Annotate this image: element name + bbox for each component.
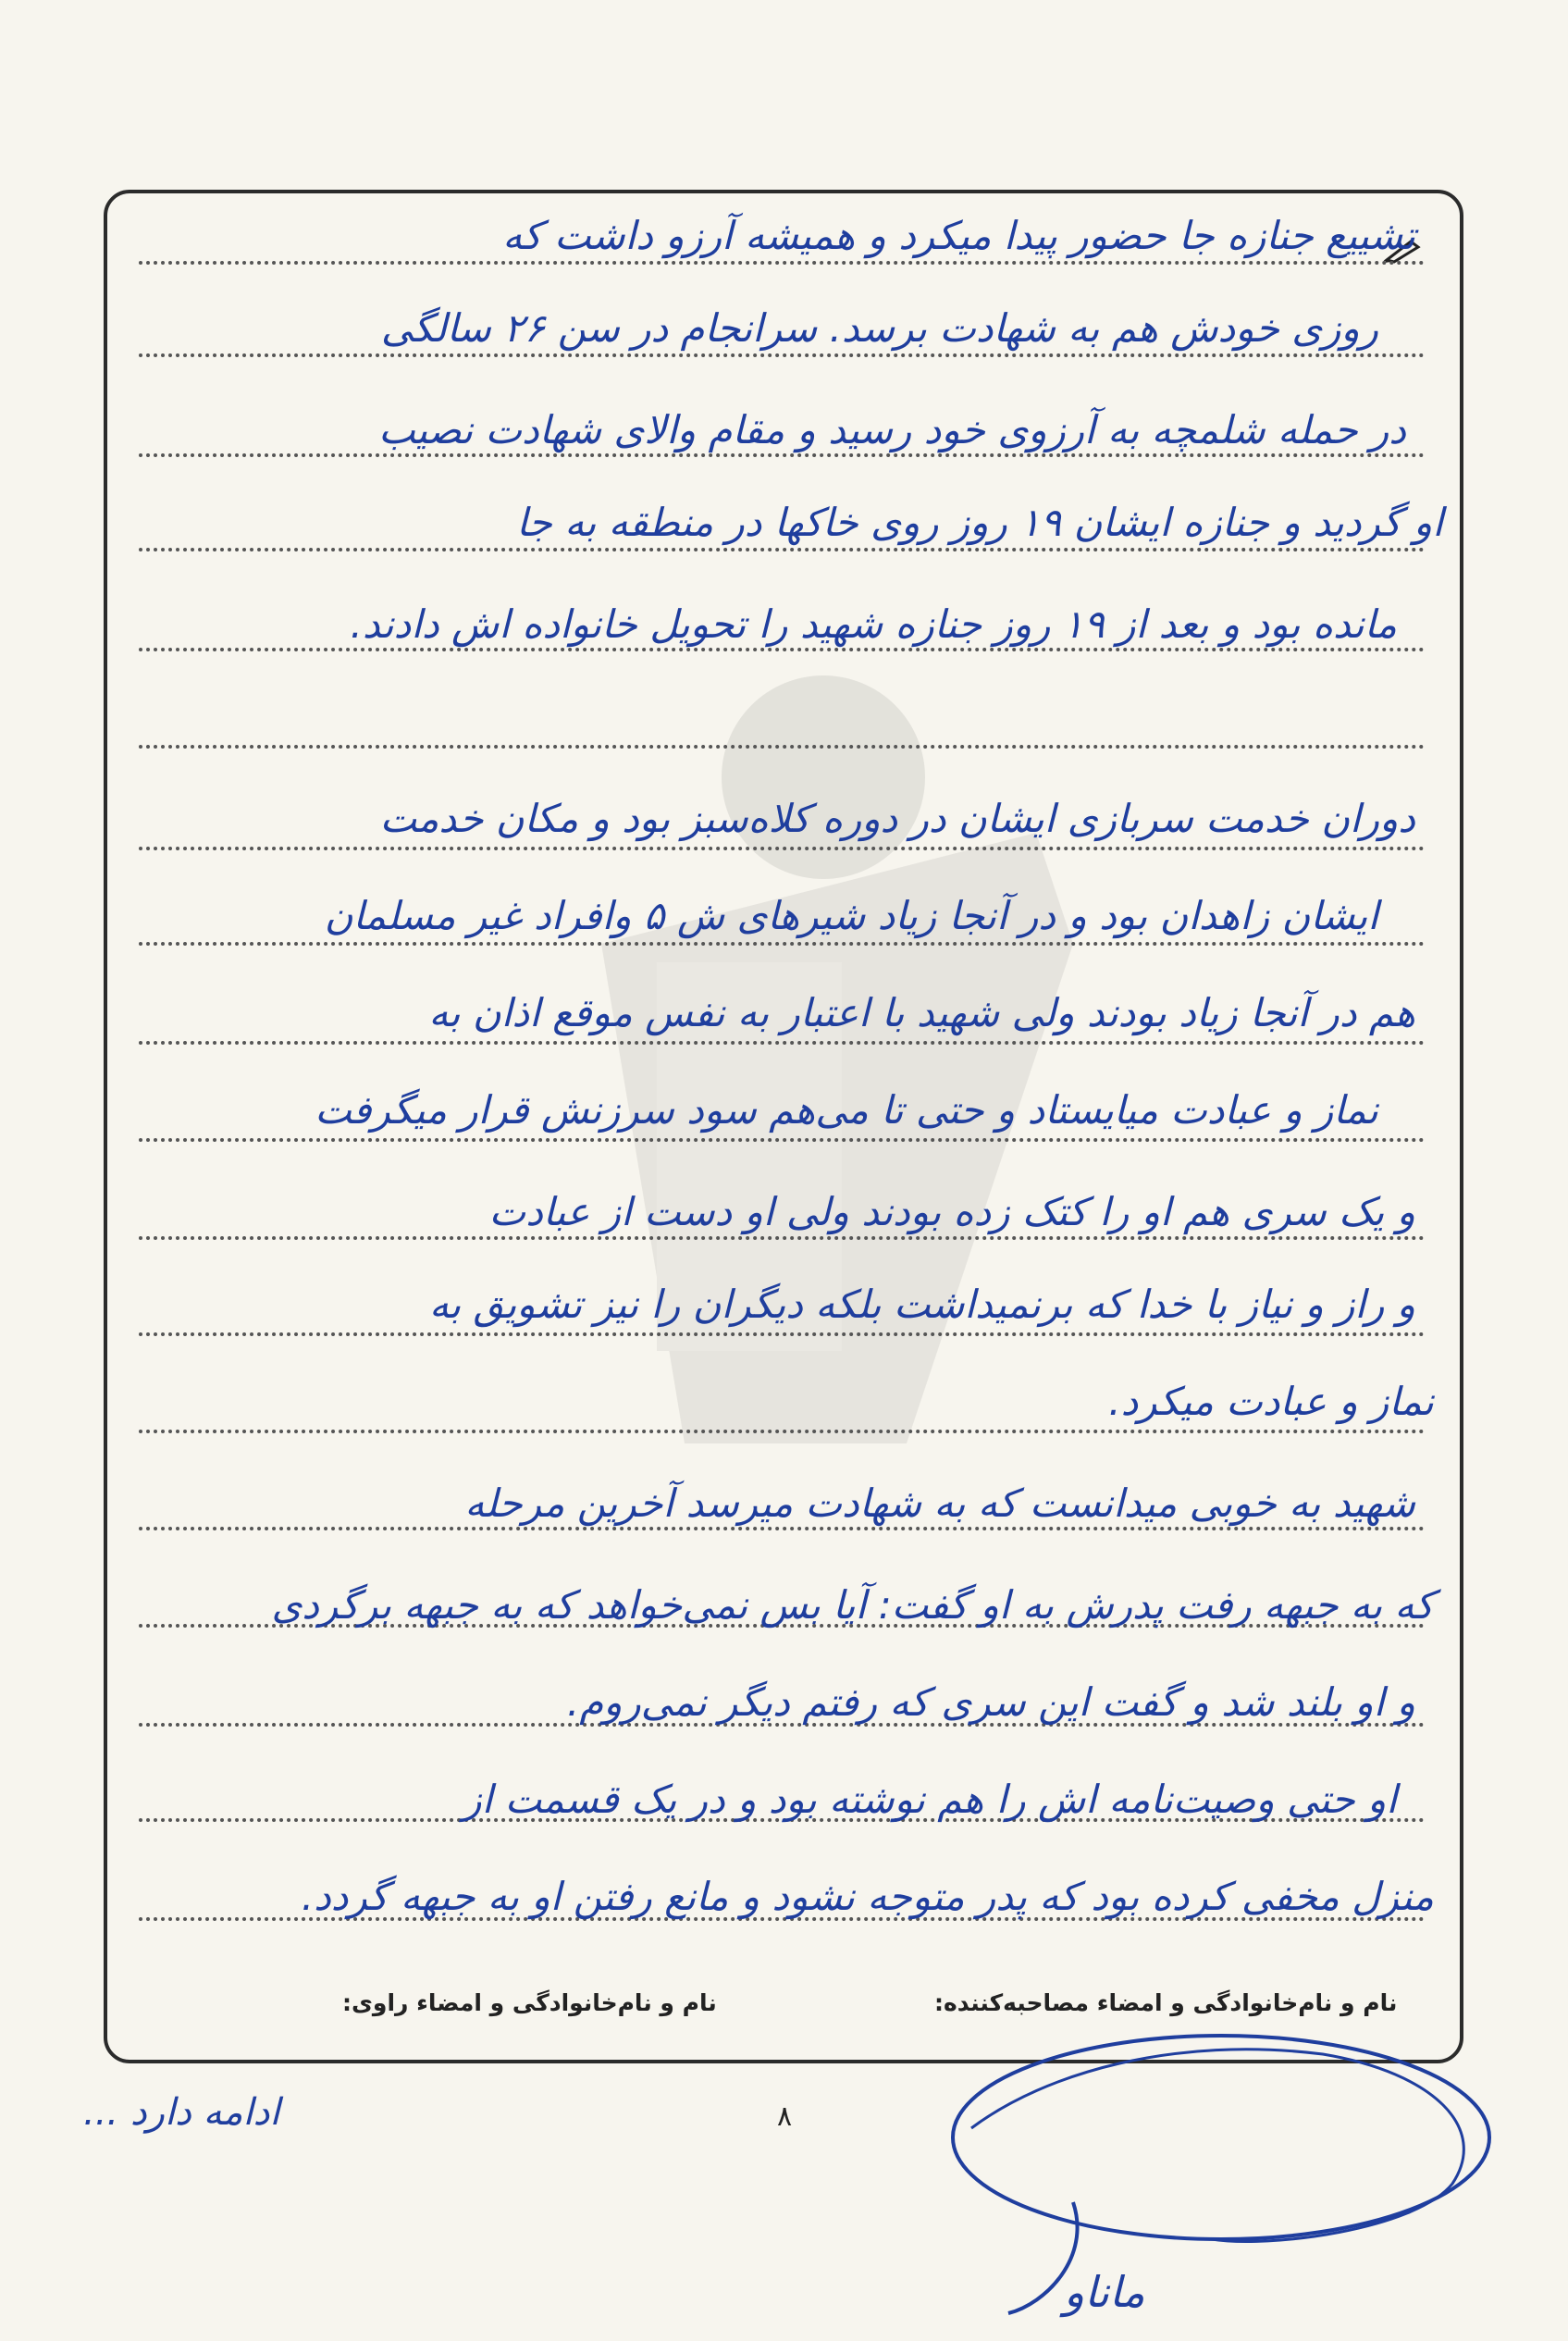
handwritten-line: و راز و نیاز با خدا که برنمیداشت بلکه دیگران را نیز تشویق به xyxy=(429,1282,1415,1327)
ruled-line xyxy=(139,942,1425,946)
handwritten-line: نماز و عبادت میایستاد و حتی تا می‌هم سود سرزنش قرار میگرفت xyxy=(315,1087,1378,1133)
interviewer-signature-label: نام و نام‌خانوادگی و امضاء مصاحبه‌کننده: xyxy=(934,1989,1398,2016)
handwritten-line: مانده بود و بعد از ۱۹ روز جنازه شهید را تحویل خانواده اش دادند. xyxy=(350,601,1397,647)
narrator-signature-label: نام و نام‌خانوادگی و امضاء راوی: xyxy=(342,1989,717,2016)
handwritten-line: شهید به خوبی میدانست که به شهادت میرسد آخرین مرحله xyxy=(464,1480,1415,1526)
signature-text: ماناو xyxy=(1064,2267,1145,2317)
ruled-line xyxy=(139,1138,1425,1142)
ruled-line xyxy=(139,1236,1425,1240)
handwritten-line: روزی خودش هم به شهادت برسد. سرانجام در سن ۲۶ سالگی xyxy=(380,305,1378,351)
ruled-line xyxy=(139,1041,1425,1045)
ruled-line xyxy=(139,353,1425,357)
handwritten-line: و یک سری هم او را کتک زده بودند ولی او دست از عبادت xyxy=(488,1189,1415,1234)
page-number: ۸ xyxy=(776,2100,793,2133)
signature-scribble xyxy=(934,2017,1508,2332)
handwritten-line: و او بلند شد و گفت این سری که رفتم دیگر نمی‌روم. xyxy=(566,1679,1415,1725)
handwritten-line: منزل مخفی کرده بود که پدر متوجه نشود و مانع رفتن او به جبهه گردد. xyxy=(301,1874,1434,1919)
ruled-line xyxy=(139,1332,1425,1336)
handwritten-line: نماز و عبادت میکرد. xyxy=(1108,1379,1434,1424)
continued-note: ادامه دارد ... xyxy=(83,2091,280,2134)
ruled-line xyxy=(139,648,1425,651)
ruled-line xyxy=(139,548,1425,551)
handwritten-line: در حمله شلمچه به آرزوی خود رسید و مقام والای شهادت نصیب xyxy=(378,407,1406,452)
handwritten-line: دوران خدمت سربازی ایشان در دوره کلاه‌سبز بود و مکان خدمت xyxy=(379,796,1415,841)
ruled-line xyxy=(139,261,1425,265)
handwritten-line: تشییع جنازه جا حضور پیدا میکرد و همیشه آرزو داشت که xyxy=(502,213,1415,258)
ruled-line xyxy=(139,847,1425,850)
ruled-line xyxy=(139,453,1425,457)
handwritten-line: هم در آنجا زیاد بودند ولی شهید با اعتبار به نفس موقع اذان به xyxy=(428,990,1415,1035)
handwritten-line: که به جبهه رفت پدرش به او گفت: آیا بس نمی‌خواهد که به جبهه برگردی xyxy=(271,1582,1434,1628)
ruled-line xyxy=(139,1430,1425,1433)
handwritten-line: او حتی وصیت‌نامه اش را هم نوشته بود و در یک قسمت از xyxy=(463,1777,1397,1822)
handwritten-line: او گردید و جنازه ایشان ۱۹ روز روی خاکها در منطقه به جا xyxy=(516,500,1443,545)
ruled-line xyxy=(139,1527,1425,1530)
ruled-line xyxy=(139,745,1425,749)
handwritten-line: ایشان زاهدان بود و در آنجا زیاد شیرهای ش ۵ وافراد غیر مسلمان xyxy=(324,893,1378,938)
